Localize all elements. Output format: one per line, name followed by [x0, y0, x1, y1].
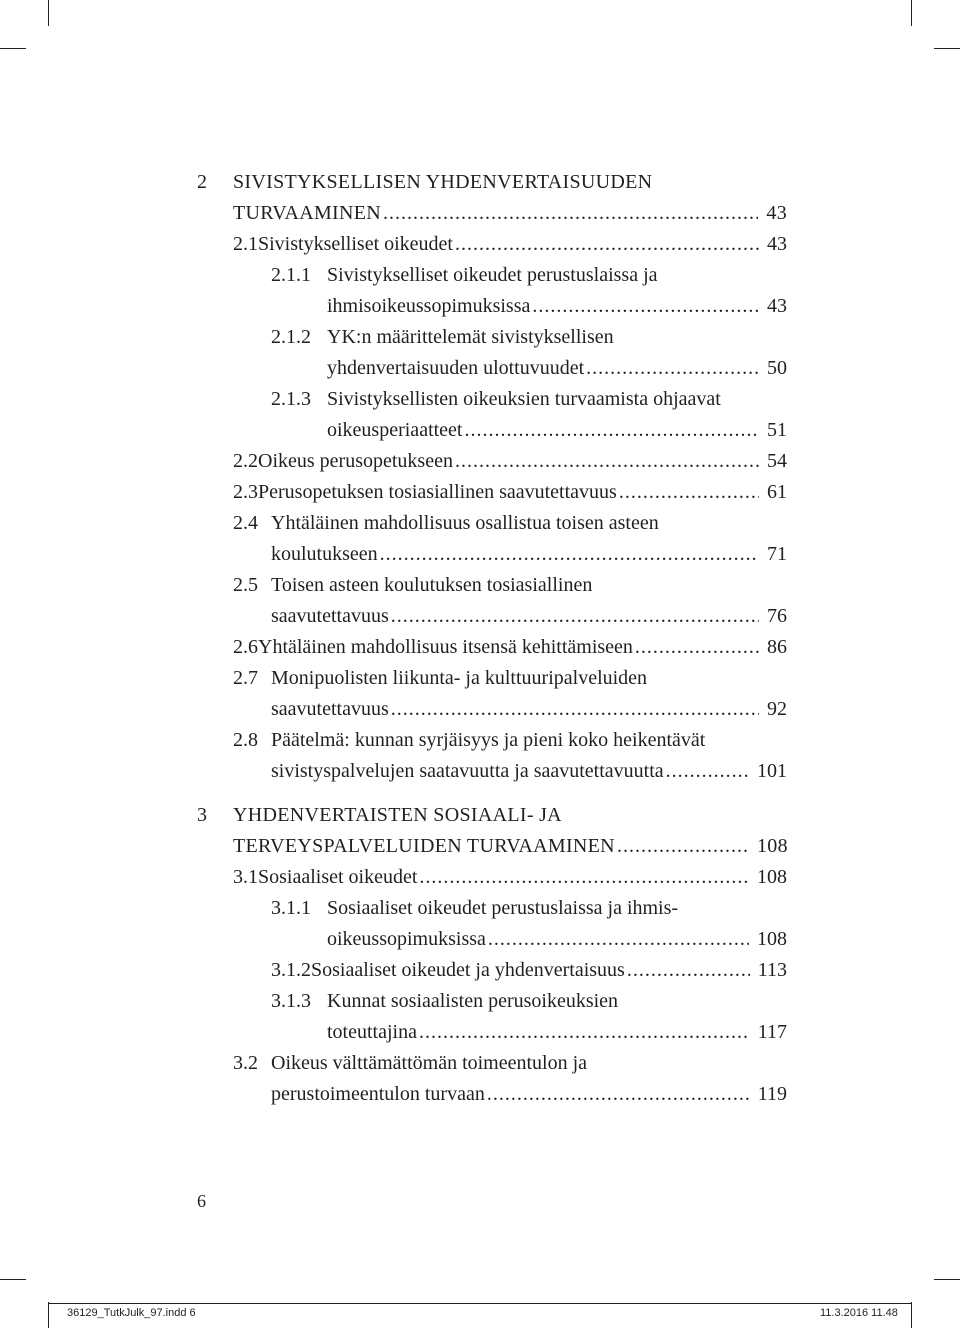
toc-title: yhdenvertaisuuden ulottuvuudet — [327, 357, 585, 379]
toc-page-number: 43 — [767, 233, 787, 255]
toc-entry[interactable] — [271, 541, 787, 567]
dot-leader — [532, 293, 759, 319]
toc-entry[interactable] — [327, 926, 787, 952]
toc-number: 2.1.3 — [271, 388, 311, 410]
toc-entry — [233, 1050, 787, 1076]
toc-entry — [233, 727, 787, 753]
dot-leader — [419, 1019, 750, 1045]
toc-title: Yhtäläinen mahdollisuus osallistua toisen asteen — [271, 512, 659, 534]
toc-number: 2.6 — [233, 636, 258, 658]
toc-page-number: 76 — [767, 605, 787, 627]
toc-entry[interactable] — [233, 448, 787, 474]
toc-title: Toisen asteen koulutuksen tosiasiallinen — [271, 574, 593, 596]
toc-title: Yhtäläinen mahdollisuus itsensä kehittämiseen — [258, 636, 633, 658]
dot-leader — [465, 417, 760, 443]
dot-leader — [619, 479, 759, 505]
toc-page-number: 71 — [767, 543, 787, 565]
toc-page-number: 51 — [767, 419, 787, 441]
dot-leader — [455, 448, 759, 474]
toc-entry — [233, 665, 787, 691]
dot-leader — [391, 603, 759, 629]
toc-number: 3.1 — [233, 866, 258, 888]
toc-number: 2.8 — [233, 729, 258, 751]
toc-page-number: 92 — [767, 698, 787, 720]
toc-number: 3.2 — [233, 1052, 258, 1074]
toc-entry[interactable] — [233, 634, 787, 660]
toc-number: 3.1.2 — [271, 959, 311, 981]
toc-page-number: 86 — [767, 636, 787, 658]
page-number: 6 — [197, 1191, 206, 1211]
crop-mark — [48, 0, 49, 26]
toc-entry — [271, 386, 787, 412]
toc-page-number: 43 — [767, 295, 787, 317]
crop-mark — [0, 48, 26, 49]
toc-title: Perusopetuksen tosiasiallinen saavutettavuus — [258, 481, 617, 503]
toc-entry[interactable] — [233, 200, 787, 226]
toc-entry — [271, 988, 787, 1014]
toc-page-number: 117 — [757, 1021, 787, 1043]
toc-title: toteuttajina — [327, 1021, 417, 1043]
dot-leader — [617, 833, 749, 859]
crop-mark — [911, 1302, 912, 1328]
toc-title: Monipuolisten liikunta- ja kulttuuripalveluiden — [271, 667, 648, 689]
toc-chapter-heading — [197, 169, 787, 195]
dot-leader — [391, 696, 759, 722]
crop-mark — [48, 1302, 49, 1328]
toc-number: 2.1.2 — [271, 326, 311, 348]
toc-page-number: 50 — [767, 357, 787, 379]
toc-title: koulutukseen — [271, 543, 378, 565]
toc-title: Sosiaaliset oikeudet — [258, 866, 418, 888]
toc-number: 3.1.3 — [271, 990, 311, 1012]
toc-page-number: 61 — [767, 481, 787, 503]
toc-title: perustoimeentulon turvaan — [271, 1083, 485, 1105]
toc-entry[interactable] — [271, 957, 787, 983]
dot-leader — [666, 758, 749, 784]
toc-entry[interactable] — [271, 603, 787, 629]
toc-entry — [271, 895, 787, 921]
toc-title: YHDENVERTAISTEN SOSIAALI- JA — [233, 804, 562, 826]
toc-number: 3.1.1 — [271, 897, 311, 919]
toc-title: sivistyspalvelujen saatavuutta ja saavutettavuutta — [271, 760, 664, 782]
toc-number: 2.2 — [233, 450, 258, 472]
dot-leader — [383, 200, 758, 226]
toc-number: 2.3 — [233, 481, 258, 503]
dot-leader — [586, 355, 759, 381]
toc-title: YK:n määrittelemät sivistyksellisen — [327, 326, 614, 348]
toc-entry[interactable] — [327, 417, 787, 443]
toc-page-number: 108 — [757, 866, 787, 888]
toc-title: SIVISTYKSELLISEN YHDENVERTAISUUDEN — [233, 171, 653, 193]
toc-entry[interactable] — [233, 833, 787, 859]
toc-title: saavutettavuus — [271, 698, 389, 720]
toc-entry[interactable] — [271, 758, 787, 784]
footer-file-name: 36129_TutkJulk_97.indd 6 — [67, 1307, 196, 1319]
toc-number: 3 — [197, 804, 208, 826]
toc-title: TURVAAMINEN — [233, 202, 381, 224]
crop-mark — [934, 48, 960, 49]
toc-page-number: 108 — [757, 928, 787, 950]
toc-title: Sosiaaliset oikeudet ja yhdenvertaisuus — [311, 959, 625, 981]
toc-page-number: 119 — [757, 1083, 787, 1105]
dot-leader — [380, 541, 759, 567]
toc-title: Sivistykselliset oikeudet — [258, 233, 453, 255]
toc-title: saavutettavuus — [271, 605, 389, 627]
toc-entry — [233, 572, 787, 598]
toc-title: Oikeus perusopetukseen — [258, 450, 453, 472]
toc-entry[interactable] — [271, 696, 787, 722]
toc-number: 2.7 — [233, 667, 258, 689]
crop-mark — [934, 1279, 960, 1280]
dot-leader — [627, 957, 750, 983]
toc-title: oikeusperiaatteet — [327, 419, 463, 441]
toc-title: Sivistykselliset oikeudet perustuslaissa ja — [327, 264, 658, 286]
toc-page-number: 108 — [757, 835, 788, 857]
toc-title: Kunnat sosiaalisten perusoikeuksien — [327, 990, 619, 1012]
dot-leader — [455, 231, 759, 257]
toc-number: 2.5 — [233, 574, 258, 596]
dot-leader — [419, 864, 749, 890]
toc-entry — [233, 510, 787, 536]
toc-entry[interactable] — [233, 231, 787, 257]
toc-entry[interactable] — [233, 864, 787, 890]
crop-mark — [0, 1279, 26, 1280]
toc-title: Oikeus välttämättömän toimeentulon ja — [271, 1052, 588, 1074]
toc-number: 2.1 — [233, 233, 258, 255]
toc-entry — [271, 262, 787, 288]
toc-number: 2.4 — [233, 512, 258, 534]
toc-title: TERVEYSPALVELUIDEN TURVAAMINEN — [233, 835, 615, 857]
footer-rule — [48, 1303, 912, 1304]
toc-page-number: 43 — [766, 202, 787, 224]
toc-number: 2.1.1 — [271, 264, 311, 286]
toc-page-number: 54 — [767, 450, 787, 472]
toc-title: ihmisoikeussopimuksissa — [327, 295, 531, 317]
toc-entry[interactable] — [271, 1081, 787, 1107]
toc-title: Sosiaaliset oikeudet perustuslaissa ja ihmis- — [327, 897, 679, 919]
dot-leader — [488, 926, 749, 952]
dot-leader — [487, 1081, 750, 1107]
footer-timestamp: 11.3.2016 11.48 — [820, 1307, 898, 1319]
toc-chapter-heading — [197, 802, 787, 828]
toc-entry[interactable] — [327, 293, 787, 319]
toc-entry[interactable] — [327, 1019, 787, 1045]
toc-page-number: 113 — [757, 959, 787, 981]
dot-leader — [635, 634, 759, 660]
toc-entry[interactable] — [327, 355, 787, 381]
toc-page-number: 101 — [757, 760, 787, 782]
crop-mark — [911, 0, 912, 26]
toc-number: 2 — [197, 171, 208, 193]
toc-title: Päätelmä: kunnan syrjäisyys ja pieni koko heikentävät — [271, 729, 706, 751]
toc-entry[interactable] — [233, 479, 787, 505]
toc-title: oikeussopimuksissa — [327, 928, 486, 950]
toc-title: Sivistyksellisten oikeuksien turvaamista ohjaavat — [327, 388, 721, 410]
toc-entry — [271, 324, 787, 350]
